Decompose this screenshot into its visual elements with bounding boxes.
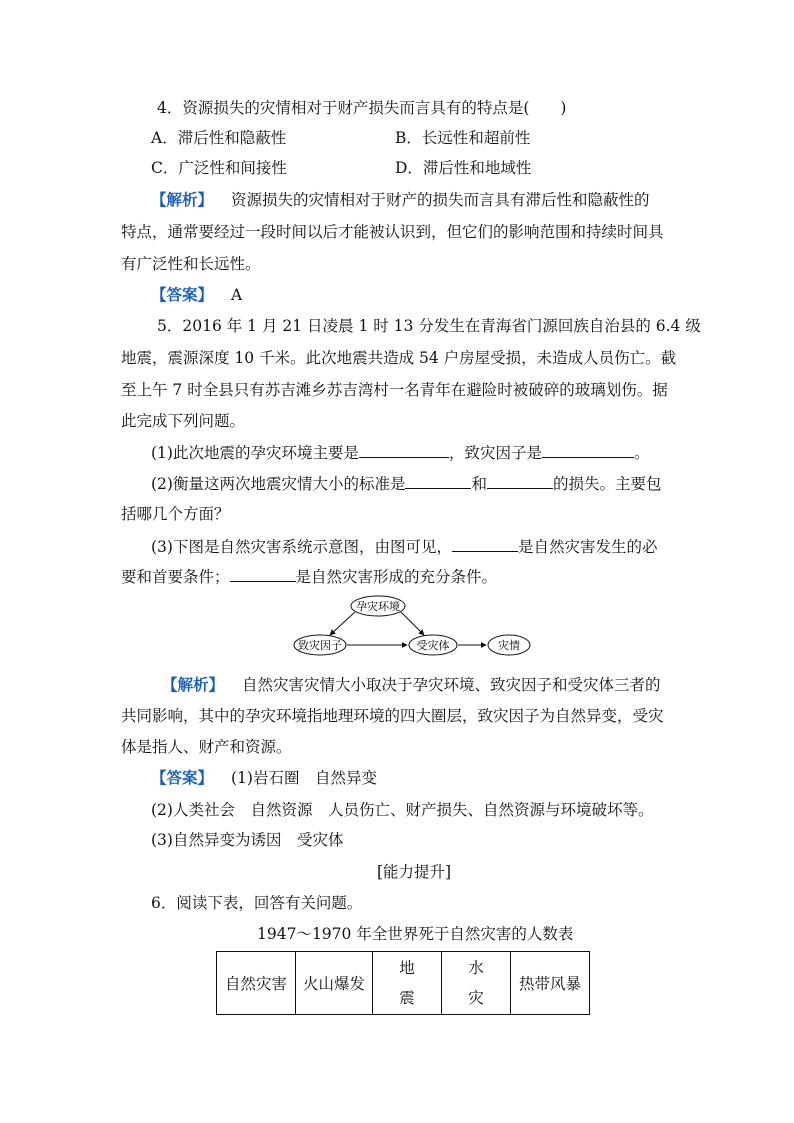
- q5-analysis-line-3: 体是指人、财产和资源。: [121, 738, 292, 756]
- q5-sub-3-line-2-text-b: 是自然灾害形成的充分条件。: [295, 568, 498, 586]
- answer-blank[interactable]: [405, 473, 471, 489]
- arrow-env-to-factor: [330, 612, 355, 635]
- table-header-cell: 热带风暴: [511, 952, 590, 1015]
- answer-blank[interactable]: [452, 536, 518, 552]
- q5-sub-1-text-a: (1)此次地震的孕灾环境主要是: [151, 444, 359, 462]
- q5-analysis-line-2: 共同影响，其中的孕灾环境指地理环境的四大圈层，致灾因子为自然异变，受灾: [121, 707, 664, 725]
- q4-option-d: D．滞后性和地域性: [395, 159, 532, 177]
- q5-answer-label: 【答案】: [151, 768, 214, 787]
- q4-analysis-line-2: 特点，通常要经过一段时间以后才能被认识到，但它们的影响范围和持续时间具: [121, 223, 664, 241]
- table-header-char: 水: [468, 959, 484, 977]
- answer-blank[interactable]: [542, 442, 634, 458]
- q5-sub-3: [151, 536, 657, 557]
- q5-sub-2-text-c: 的损失。主要包: [552, 475, 662, 493]
- q5-sub-2-text-b: 和: [471, 475, 487, 493]
- answer-blank[interactable]: [487, 473, 553, 489]
- q4-analysis-text-1: 资源损失的灾情相对于财产的损失而言具有滞后性和隐蔽性的: [231, 191, 650, 209]
- answer-blank[interactable]: [359, 442, 449, 458]
- q5-sub-1-text-c: 。: [633, 444, 650, 462]
- table-header-cell: [373, 952, 442, 1015]
- q4-option-a: A．滞后性和隐蔽性: [151, 129, 287, 147]
- q5-answer-3: (3)自然异变为诱因 受灾体: [151, 831, 344, 849]
- disaster-deaths-table: [216, 951, 590, 1015]
- q6-stem: 6．阅读下表，回答有关问题。: [151, 894, 363, 912]
- q4-answer-label: 【答案】: [151, 285, 214, 304]
- table-header-cell: 火山爆发: [296, 952, 373, 1015]
- q5-sub-1: [151, 442, 650, 463]
- arrow-env-to-body: [401, 612, 424, 635]
- q5-answer-1: (1)岩石圈 自然异变: [231, 769, 377, 787]
- table-header-row: [217, 952, 590, 1015]
- node-environment-label: 孕灾环境: [356, 600, 400, 613]
- table-header-cell: [442, 952, 511, 1015]
- q4-analysis-line-3: 有广泛性和长远性。: [121, 255, 261, 273]
- node-factor-label: 致灾因子: [298, 639, 342, 652]
- q5-sub-3-text-a: (3)下图是自然灾害系统示意图，由图可见，: [151, 538, 452, 556]
- q4-analysis-label: 【解析】: [151, 190, 214, 209]
- q5-stem-line-4: 此完成下列问题。: [121, 412, 246, 430]
- q5-analysis-line-1: [162, 675, 661, 695]
- table-header-char: 震: [399, 989, 415, 1007]
- table-header-char: 灾: [468, 989, 484, 1007]
- q4-answer-line: [151, 285, 242, 305]
- q5-analysis-text-1: 自然灾害灾情大小取决于孕灾环境、致灾因子和受灾体三者的: [242, 676, 661, 694]
- disaster-system-diagram: [290, 594, 550, 660]
- q4-option-c: C．广泛性和间接性: [151, 159, 287, 177]
- q5-sub-2: [151, 473, 662, 494]
- section-title: [能力提升]: [377, 863, 452, 881]
- q5-sub-2-line-2: 括哪几个方面？: [121, 505, 230, 523]
- q5-answer-2: (2)人类社会 自然资源 人员伤亡、财产损失、自然资源与环境破坏等。: [151, 801, 654, 819]
- q5-sub-3-text-b: 是自然灾害发生的必: [517, 538, 658, 556]
- q5-stem-line-2: 地震，震源深度 10 千米。此次地震共造成 54 户房屋受损，未造成人员伤亡。截: [121, 349, 677, 367]
- q4-analysis-line-1: [151, 190, 650, 210]
- q4-option-b: B．长远性和超前性: [395, 129, 531, 147]
- q5-analysis-label: 【解析】: [162, 675, 225, 694]
- q5-sub-1-text-b: ，致灾因子是: [448, 444, 542, 462]
- answer-blank[interactable]: [230, 566, 296, 582]
- node-body-label: 受灾体: [416, 639, 450, 652]
- q5-stem-line-3: 至上午 7 时全县只有苏吉滩乡苏吉湾村一名青年在避险时被破碎的玻璃划伤。据: [121, 381, 668, 399]
- table-header-cell: 自然灾害: [217, 952, 296, 1015]
- q5-stem-line-1: 5．2016 年 1 月 21 日凌晨 1 时 13 分发生在青海省门源回族自治县的 6.4 级: [157, 317, 701, 335]
- node-result-label: 灾情: [498, 639, 520, 652]
- q4-answer-value: A: [231, 286, 243, 304]
- q5-sub-2-text-a: (2)衡量这两次地震灾情大小的标准是: [151, 475, 406, 493]
- table-header-char: 地: [399, 959, 415, 977]
- q6-table-title: 1947～1970 年全世界死于自然灾害的人数表: [257, 925, 574, 943]
- q4-stem: 4．资源损失的灾情相对于财产损失而言具有的特点是( ): [157, 99, 567, 117]
- q5-sub-3-line-2: [121, 566, 497, 587]
- q5-answer-line-1: [151, 768, 377, 788]
- q5-sub-3-line-2-text-a: 要和首要条件；: [121, 568, 230, 586]
